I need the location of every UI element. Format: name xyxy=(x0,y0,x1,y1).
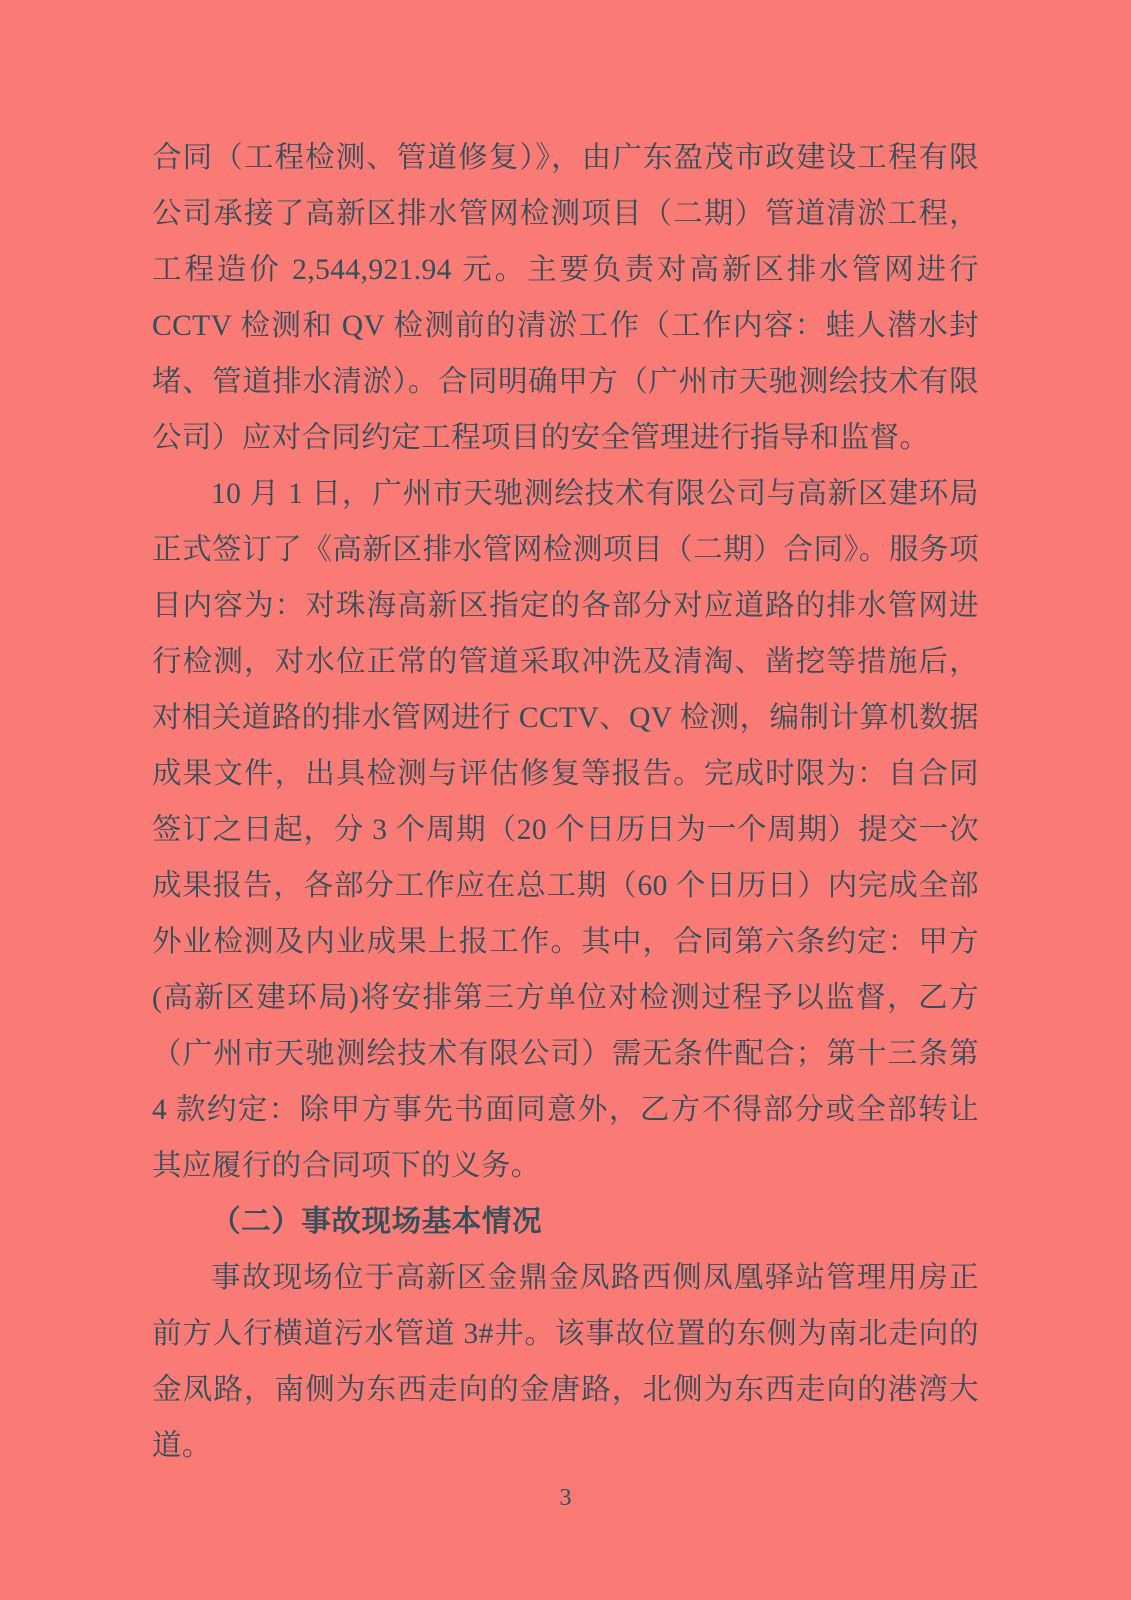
paragraph-accident-site-location: 事故现场位于高新区金鼎金凤路西侧凤凰驿站管理用房正前方人行横道污水管道 3#井。该事故位置的东侧为南北走向的金凤路，南侧为东西走向的金唐路，北侧为东西走向的港湾大道。 xyxy=(152,1262,979,1462)
section-heading-accident-site: （二）事故现场基本情况 xyxy=(211,1206,543,1238)
paragraph-contract-dredging: 合同（工程检测、管道修复）》，由广东盈茂市政建设工程有限公司承接了高新区排水管网检测项目（二期）管道清淤工程，工程造价 2,544,921.94 元。主要负责对高新区排水管网进行 CCTV 检测和 QV 检测前的清淤工作（工作内容：蛙人潜水封堵、管道排水清淤）。合同明确甲方（广州市天驰测绘技术有限公司）应对合同约定工程项目的安全管理进行指导和监督。 xyxy=(152,142,979,454)
page-number: 3 xyxy=(559,1485,572,1511)
document-body xyxy=(152,130,979,1474)
paragraph-contract-signing: 10 月 1 日，广州市天驰测绘技术有限公司与高新区建环局正式签订了《高新区排水管网检测项目（二期）合同》。服务项目内容为：对珠海高新区指定的各部分对应道路的排水管网进行检测，对水位正常的管道采取冲洗及清淘、凿挖等措施后，对相关道路的排水管网进行 CCTV、QV 检测，编制计算机数据成果文件，出具检测与评估修复等报告。完成时限为：自合同签订之日起，分 3 个周期（20 个日历日为一个周期）提交一次成果报告，各部分工作应在总工期（60 个日历日）内完成全部外业检测及内业成果上报工作。其中，合同第六条约定：甲方(高新区建环局)将安排第三方单位对检测过程予以监督，乙方（广州市天驰测绘技术有限公司）需无条件配合；第十三条第 4 款约定：除甲方事先书面同意外，乙方不得部分或全部转让其应履行的合同项下的义务。 xyxy=(152,478,979,1182)
